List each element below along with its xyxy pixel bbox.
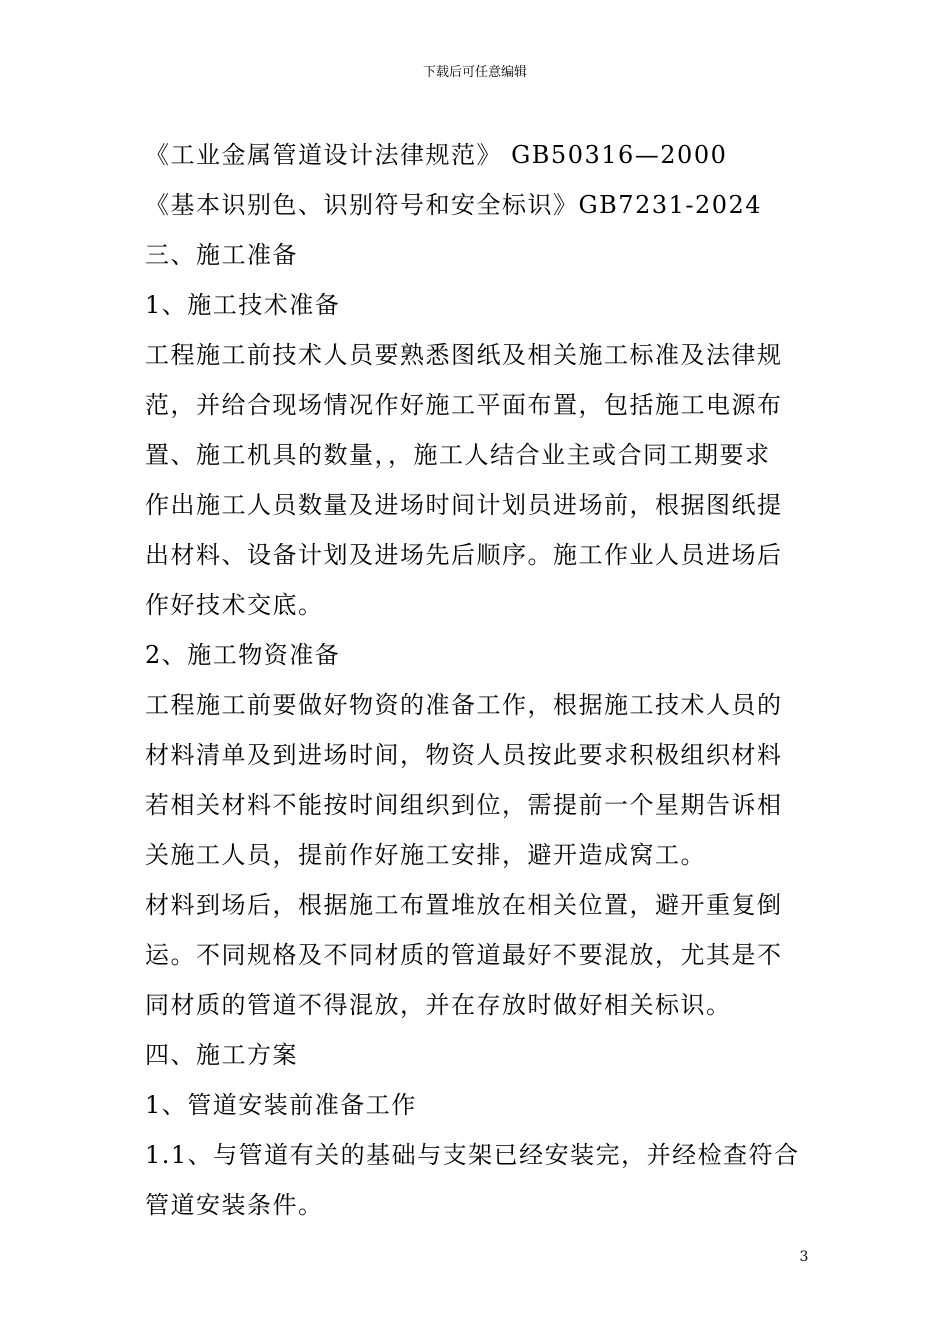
paragraph-line: 工程施工前要做好物资的准备工作，根据施工技术人员的 xyxy=(145,691,783,719)
paragraph-line: 若相关材料不能按时间组织到位，需提前一个星期告诉相 xyxy=(145,791,783,819)
paragraph-line: 管道安装条件。 xyxy=(145,1191,324,1219)
paragraph-line: 材料清单及到进场时间，物资人员按此要求积极组织材料 xyxy=(145,741,783,769)
paragraph-line: 材料到场后，根据施工布置堆放在相关位置，避开重复倒 xyxy=(145,891,783,919)
section-heading-construction-plan: 四、施工方案 xyxy=(145,1041,298,1069)
paragraph-line: 出材料、设备计划及进场先后顺序。施工作业人员进场后 xyxy=(145,541,783,569)
paragraph-line: 作出施工人员数量及进场时间计划员进场前，根据图纸提 xyxy=(145,491,783,519)
paragraph-line: 置、施工机具的数量，，施工人结合业主或合同工期要求 xyxy=(145,441,771,469)
subsection-heading-material-preparation: 2、施工物资准备 xyxy=(145,641,341,669)
page-header-note: 下载后可任意编辑 xyxy=(422,65,527,80)
subsection-heading-pre-installation: 1、管道安装前准备工作 xyxy=(145,1091,417,1119)
paragraph-line: 作好技术交底。 xyxy=(145,591,324,619)
subsection-heading-technical-preparation: 1、施工技术准备 xyxy=(145,291,341,319)
paragraph-line: 1.1、与管道有关的基础与支架已经安装完，并经检查符合 xyxy=(145,1141,800,1169)
paragraph-line: 关施工人员，提前作好施工安排，避开造成窝工。 xyxy=(145,841,706,869)
section-heading-construction-preparation: 三、施工准备 xyxy=(145,241,298,269)
reference-line-gb7231: 《基本识别色、识别符号和安全标识》GB7231-2024 xyxy=(145,191,763,219)
document-body xyxy=(145,130,810,1230)
paragraph-line: 运。不同规格及不同材质的管道最好不要混放，尤其是不 xyxy=(145,941,783,969)
reference-line-gb50316: 《工业金属管道设计法律规范》 GB50316—2000 xyxy=(145,141,728,169)
page-number: 3 xyxy=(799,1249,809,1265)
paragraph-line: 同材质的管道不得混放，并在存放时做好相关标识。 xyxy=(145,991,732,1019)
paragraph-line: 范，并给合现场情况作好施工平面布置，包括施工电源布 xyxy=(145,391,783,419)
paragraph-line: 工程施工前技术人员要熟悉图纸及相关施工标准及法律规 xyxy=(145,341,783,369)
